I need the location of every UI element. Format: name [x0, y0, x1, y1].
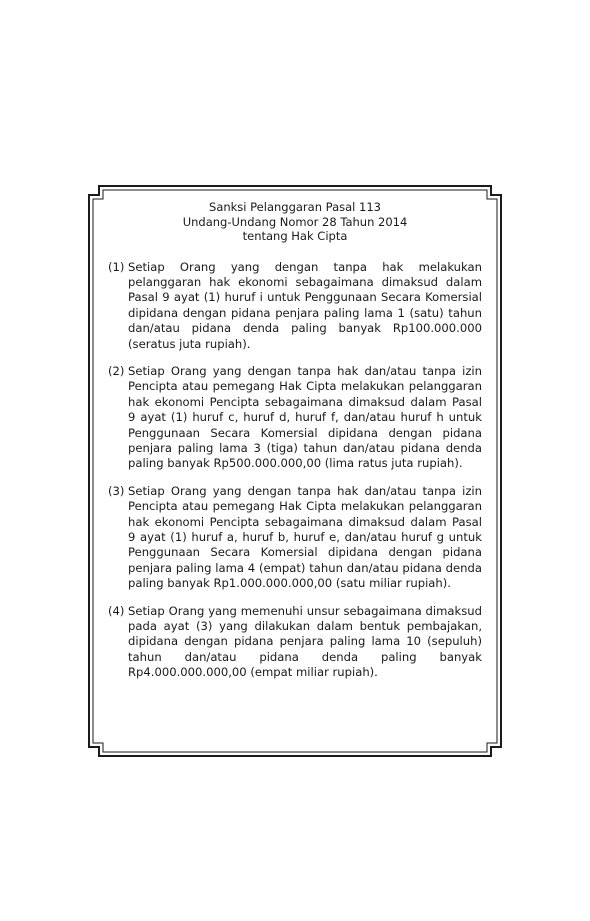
- clause-4: [108, 604, 482, 681]
- clause-text: Setiap Orang yang dengan tanpa hak melakukan pelanggaran hak ekonomi sebagaimana dimaksud dalam Pasal 9 ayat (1) huruf i untuk Penggunaan Secara Komersial dipidana dengan pidana penjara paling lama 1 (satu) tahun dan/atau pidana denda paling banyak Rp100.000.000 (seratus juta rupiah).: [128, 259, 482, 351]
- clause-number: (2): [108, 363, 125, 378]
- clause-text: Setiap Orang yang dengan tanpa hak dan/atau tanpa izin Pencipta atau pemegang Hak Cipta melakukan pelanggaran hak ekonomi Pencipta sebagaimana dimaksud dalam Pasal 9 ayat (1) huruf c, huruf d, huruf f, dan/atau huruf h untuk Penggunaan Secara Komersial dipidana dengan pidana penjara paling lama 3 (tiga) tahun dan/atau pidana denda paling banyak Rp500.000.000,00 (lima ratus juta rupiah).: [128, 363, 482, 471]
- clause-1: [108, 260, 482, 352]
- clause-3: [108, 484, 482, 592]
- copyright-sanction-notice: [108, 200, 482, 693]
- heading-line-1: Sanksi Pelanggaran Pasal 113: [209, 200, 381, 214]
- clause-number: (1): [108, 259, 125, 274]
- clause-text: Setiap Orang yang dengan tanpa hak dan/atau tanpa izin Pencipta atau pemegang Hak Cipta melakukan pelanggaran hak ekonomi Pencipta sebagaimana dimaksud dalam Pasal 9 ayat (1) huruf a, huruf b, huruf e, dan/atau huruf g untuk Penggunaan Secara Komersial dipidana dengan pidana penjara paling lama 4 (empat) tahun dan/atau pidana denda paling banyak Rp1.000.000.000,00 (satu miliar rupiah).: [128, 483, 482, 591]
- clause-number: (4): [108, 603, 125, 618]
- clause-text: Setiap Orang yang memenuhi unsur sebagaimana dimaksud pada ayat (3) yang dilakukan dalam bentuk pembajakan, dipidana dengan pidana penjara paling lama 10 (sepuluh) tahun dan/atau pidana denda paling banyak Rp4.000.000.000,00 (empat miliar rupiah).: [128, 603, 482, 680]
- heading-line-3: tentang Hak Cipta: [242, 229, 348, 243]
- heading-line-2: Undang-Undang Nomor 28 Tahun 2014: [182, 214, 408, 229]
- clause-2: [108, 364, 482, 472]
- notice-heading: [108, 200, 482, 244]
- clause-number: (3): [108, 483, 125, 498]
